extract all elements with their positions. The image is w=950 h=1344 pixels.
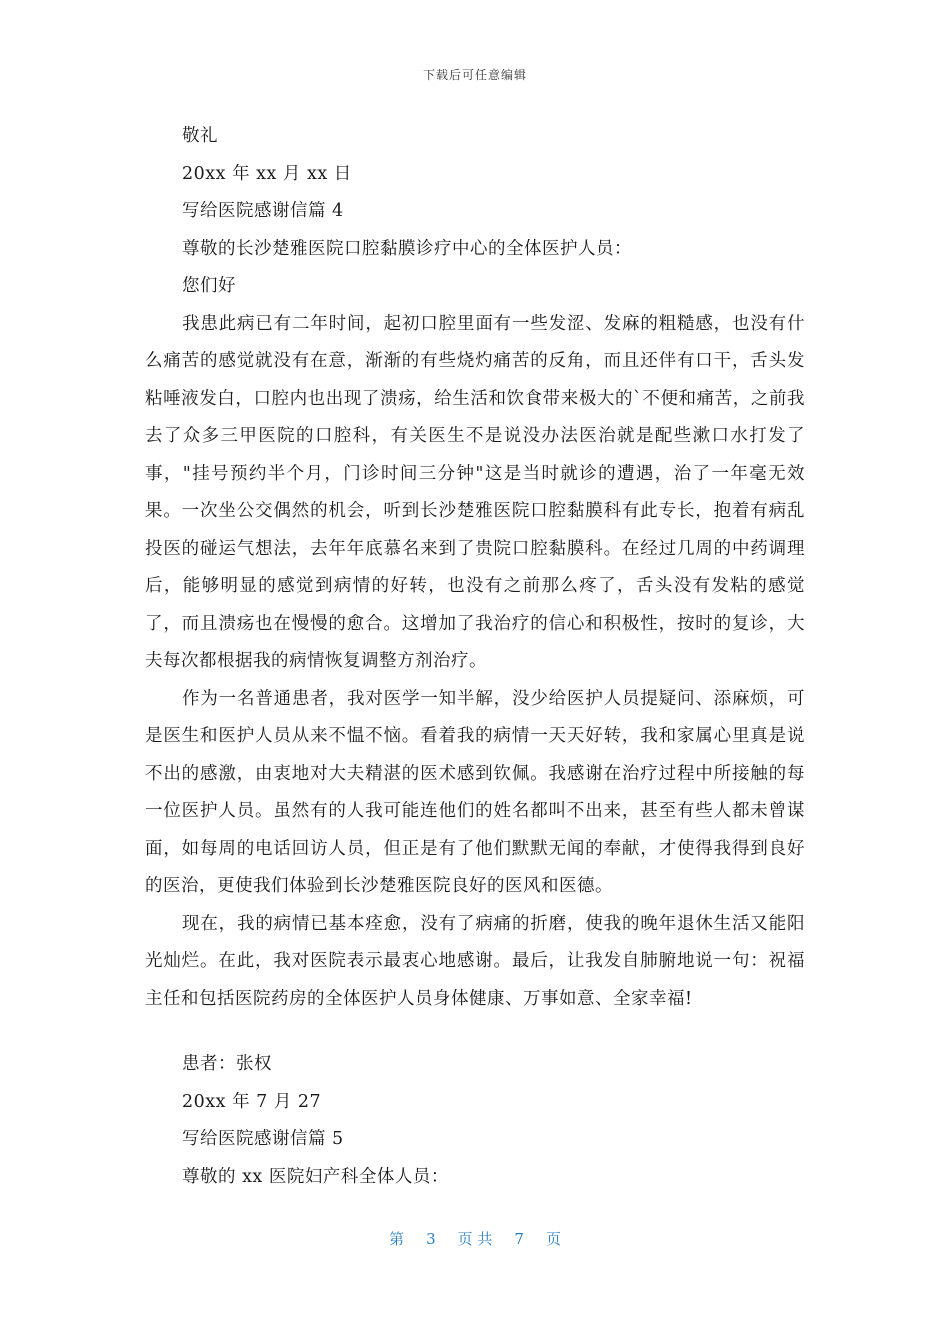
page-footer bbox=[0, 1228, 950, 1249]
page-prefix: 第 bbox=[389, 1230, 405, 1248]
section-title: 写给医院感谢信篇 5 bbox=[182, 1129, 344, 1149]
page-suffix: 页 bbox=[545, 1230, 561, 1248]
body-paragraph: 作为一名普通患者，我对医学一知半解，没少给医护人员提疑问、添麻烦，可是医生和医护人员从来不愠不恼。看着我的病情一天天好转，我和家属心里真是说不出的感激，由衷地对大夫精湛的医术感到钦佩。我感谢在治疗过程中所接触的每一位医护人员。虽然有的人我可能连他们的姓名都叫不出来，甚至有些人都未曾谋面，如每周的电话回访人员，但正是有了他们默默无闻的奉献，才使得我得到良好的医治，更使我们体验到长沙楚雅医院良好的医风和医德。 bbox=[145, 688, 805, 896]
spacer bbox=[145, 1018, 805, 1046]
body-paragraph: 我患此病已有二年时间，起初口腔里面有一些发涩、发麻的粗糙感，也没有什么痛苦的感觉就没有在意，渐渐的有些烧灼痛苦的反角，而且还伴有口干，舌头发粘唾液发白，口腔内也出现了溃疡，给生活和饮食带来极大的`不便和痛苦，之前我去了众多三甲医院的口腔科，有关医生不是说没办法医治就是配些漱口水打发了事，"挂号预约半个月，门诊时间三分钟"这是当时就诊的遭遇，治了一年毫无效果。一次坐公交偶然的机会，听到长沙楚雅医院口腔黏膜科有此专长，抱着有病乱投医的碰运气想法，去年年底慕名来到了贵院口腔黏膜科。在经过几周的中药调理后，能够明显的感觉到病情的好转，也没有之前那么疼了，舌头没有发粘的感觉了，而且溃疡也在慢慢的愈合。这增加了我治疗的信心和积极性，按时的复诊，大夫每次都根据我的病情恢复调整方剂治疗。 bbox=[145, 313, 805, 671]
total-pages-number: 7 bbox=[514, 1230, 524, 1248]
header-note: 下载后可任意编辑 bbox=[422, 68, 527, 82]
section-title: 写给医院感谢信篇 4 bbox=[182, 201, 344, 221]
document-body bbox=[145, 118, 805, 1196]
page-middle: 页 共 bbox=[457, 1230, 493, 1248]
salutation: 尊敬的长沙楚雅医院口腔黏膜诊疗中心的全体医护人员： bbox=[182, 238, 632, 259]
signature-date: 20xx 年 7 月 27 bbox=[182, 1091, 322, 1112]
signature: 患者：张权 bbox=[182, 1054, 272, 1074]
current-page-number: 3 bbox=[426, 1230, 436, 1248]
closing-line: 敬礼 bbox=[182, 126, 218, 146]
salutation: 尊敬的 xx 医院妇产科全体人员： bbox=[182, 1166, 449, 1187]
body-paragraph: 现在，我的病情已基本痊愈，没有了病痛的折磨，使我的晚年退休生活又能阳光灿烂。在此，我对医院表示最衷心地感谢。最后，让我发自肺腑地说一句：祝福主任和包括医院药房的全体医护人员身体健康、万事如意、全家幸福! bbox=[145, 913, 805, 1009]
date-line: 20xx 年 xx 月 xx 日 bbox=[182, 163, 352, 184]
greeting: 您们好 bbox=[182, 276, 236, 296]
